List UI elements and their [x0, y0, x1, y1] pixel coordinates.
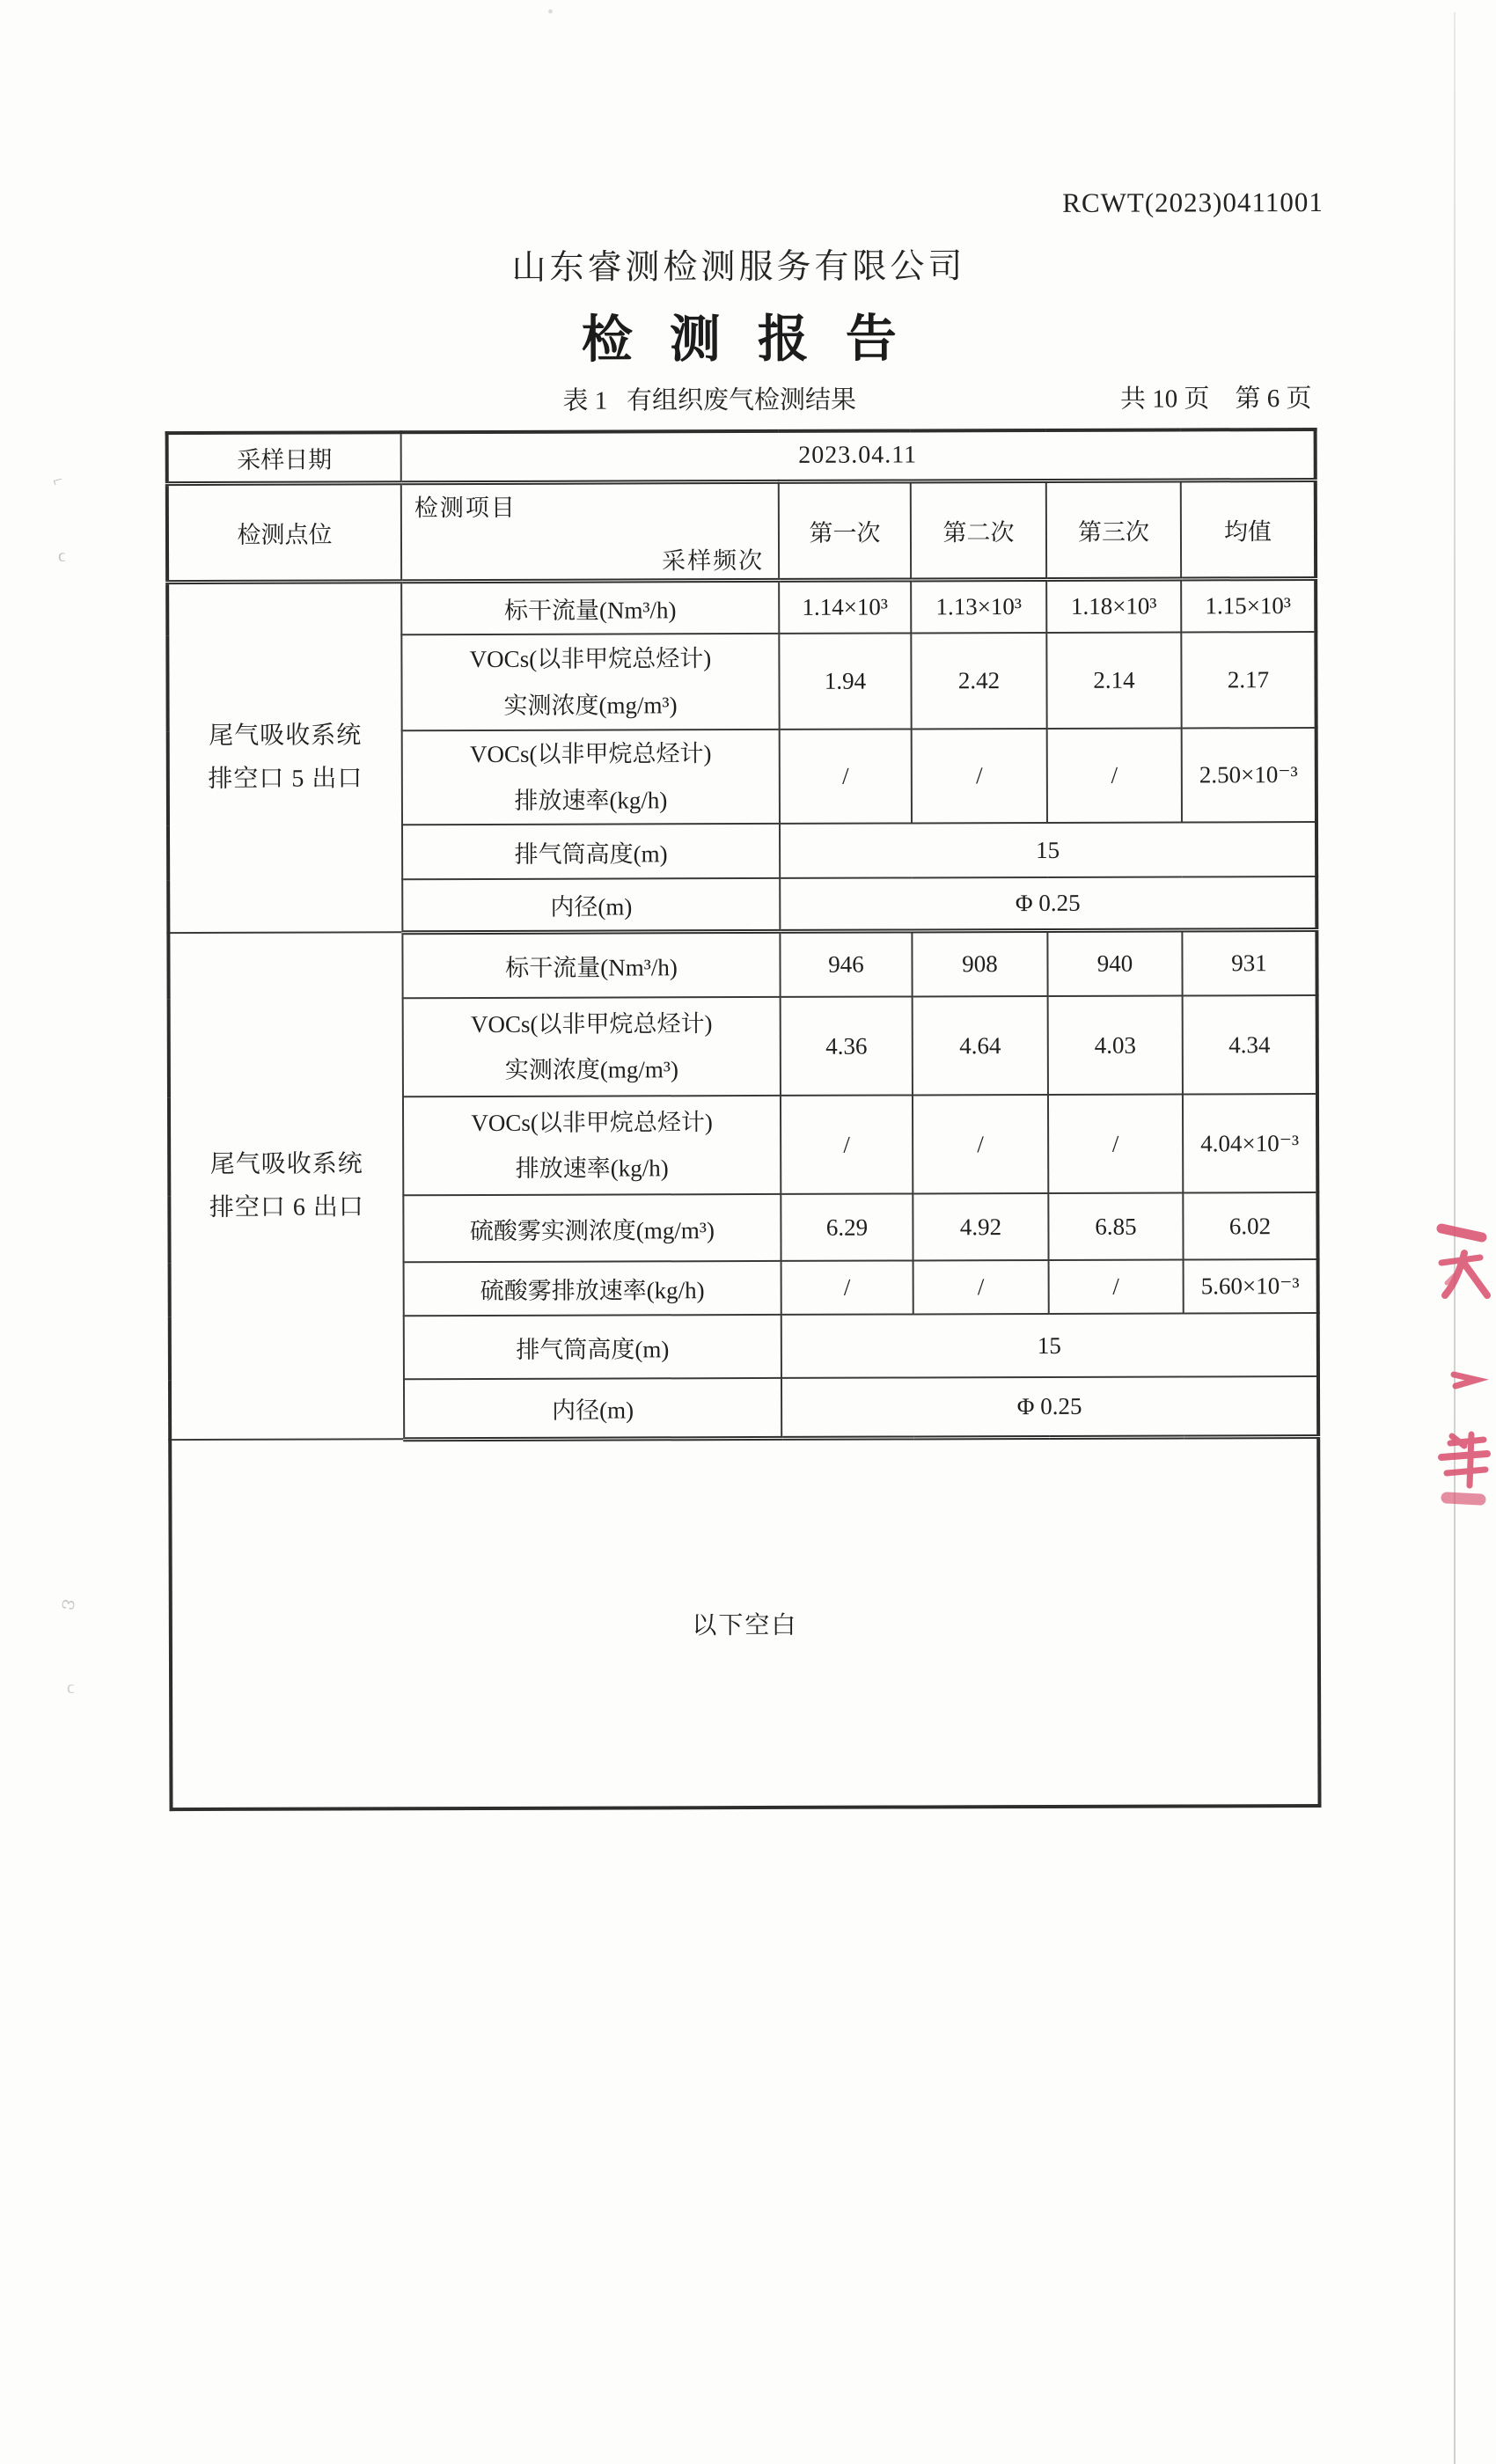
item-label: 硫酸雾排放速率(kg/h): [404, 1261, 781, 1316]
blank-below-note: 以下空白: [170, 1436, 1319, 1809]
value-cell: /: [1048, 1095, 1183, 1193]
sampling-date-row: [167, 429, 1316, 483]
value-cell: 946: [780, 931, 912, 997]
value-cell: 4.64: [913, 996, 1048, 1095]
value-cell: /: [1047, 728, 1182, 823]
emission-results-table: [165, 428, 1322, 1811]
page-count: 共 10 页 第 6 页: [1119, 385, 1312, 414]
value-cell: 2.14: [1046, 632, 1181, 728]
value-cell: 2.50×10⁻³: [1182, 728, 1316, 823]
report-number: RCWT(2023)0411001: [1062, 186, 1324, 218]
item-label: VOCs(以非甲烷总烃计) 排放速率(kg/h): [403, 1096, 781, 1195]
column-header-average: 均值: [1181, 480, 1316, 578]
column-header-run1: 第一次: [779, 480, 911, 579]
scan-speck: •: [547, 3, 554, 22]
value-cell: /: [912, 729, 1047, 824]
item-label: 标干流量(Nm³/h): [401, 580, 779, 634]
blank-remainder-row: [170, 1436, 1319, 1809]
monitoring-point-outlet5: 尾气吸收系统 排空口 5 出口: [167, 581, 402, 933]
merged-value-cell: 15: [780, 822, 1316, 878]
red-stamp-mark: [1434, 1214, 1496, 1514]
item-label: VOCs(以非甲烷总烃计) 实测浓度(mg/m³): [401, 634, 779, 730]
value-cell: /: [780, 729, 912, 824]
value-cell: 1.13×10³: [911, 579, 1046, 633]
value-cell: 4.03: [1048, 996, 1183, 1095]
diagonal-label-frequency: 采样频次: [662, 546, 765, 575]
scan-speck: ϲ: [67, 1678, 75, 1698]
value-cell: 6.29: [781, 1194, 913, 1261]
item-label: 排气筒高度(m): [404, 1315, 781, 1379]
diagonal-label-item: 检测项目: [414, 494, 517, 522]
scan-speck: ⌐: [50, 469, 65, 492]
item-label: 硫酸雾实测浓度(mg/m³): [403, 1194, 781, 1262]
value-cell: 1.14×10³: [779, 579, 911, 633]
value-cell: 6.02: [1183, 1192, 1317, 1259]
value-cell: /: [781, 1096, 913, 1194]
caption-row: [165, 378, 1313, 417]
value-cell: 4.34: [1183, 995, 1317, 1094]
value-cell: 1.94: [779, 633, 911, 729]
value-cell: 4.04×10⁻³: [1183, 1094, 1317, 1192]
value-cell: 1.18×10³: [1046, 578, 1181, 632]
scan-speck: ϲ: [58, 546, 66, 566]
value-cell: /: [913, 1095, 1048, 1193]
value-cell: 908: [912, 930, 1047, 996]
item-label: VOCs(以非甲烷总烃计) 排放速率(kg/h): [402, 730, 780, 825]
sampling-date-value: 2023.04.11: [401, 429, 1316, 482]
diagonal-header-cell: [401, 481, 779, 581]
value-cell: 2.17: [1181, 632, 1316, 728]
column-header-run2: 第二次: [911, 480, 1046, 579]
report-title: 检测报告: [581, 310, 934, 369]
value-cell: /: [781, 1261, 913, 1315]
value-cell: /: [913, 1260, 1049, 1314]
scan-speck: ᦂ: [60, 1592, 77, 1615]
merged-value-cell: Φ 0.25: [781, 1376, 1318, 1438]
merged-value-cell: Φ 0.25: [780, 876, 1316, 931]
diagonal-line: [402, 531, 778, 532]
table-row: [168, 929, 1316, 999]
sampling-date-label: 采样日期: [167, 432, 401, 483]
value-cell: 4.92: [913, 1193, 1048, 1260]
item-label: 标干流量(Nm³/h): [402, 931, 780, 998]
value-cell: 1.15×10³: [1181, 578, 1316, 632]
item-label: 排气筒高度(m): [402, 824, 780, 879]
table-caption: 表 1 有组织废气检测结果: [562, 385, 857, 415]
value-cell: /: [1049, 1260, 1184, 1314]
item-label: VOCs(以非甲烷总烃计) 实测浓度(mg/m³): [403, 997, 781, 1096]
company-name: 山东睿测检测服务有限公司: [511, 247, 966, 287]
value-cell: 931: [1182, 929, 1316, 995]
item-label: 内径(m): [402, 878, 780, 932]
value-cell: 5.60×10⁻³: [1184, 1259, 1318, 1313]
item-label: 内径(m): [404, 1378, 781, 1439]
point-column-header: 检测点位: [167, 482, 401, 582]
value-cell: 2.42: [911, 633, 1046, 729]
table-row: [167, 578, 1316, 635]
merged-value-cell: 15: [781, 1313, 1318, 1378]
value-cell: 6.85: [1048, 1193, 1183, 1260]
table-header-row: [167, 480, 1316, 582]
value-cell: 940: [1047, 930, 1182, 996]
column-header-run3: 第三次: [1046, 480, 1181, 578]
monitoring-point-outlet6: 尾气吸收系统 排空口 6 出口: [168, 933, 404, 1441]
value-cell: 4.36: [781, 997, 913, 1096]
